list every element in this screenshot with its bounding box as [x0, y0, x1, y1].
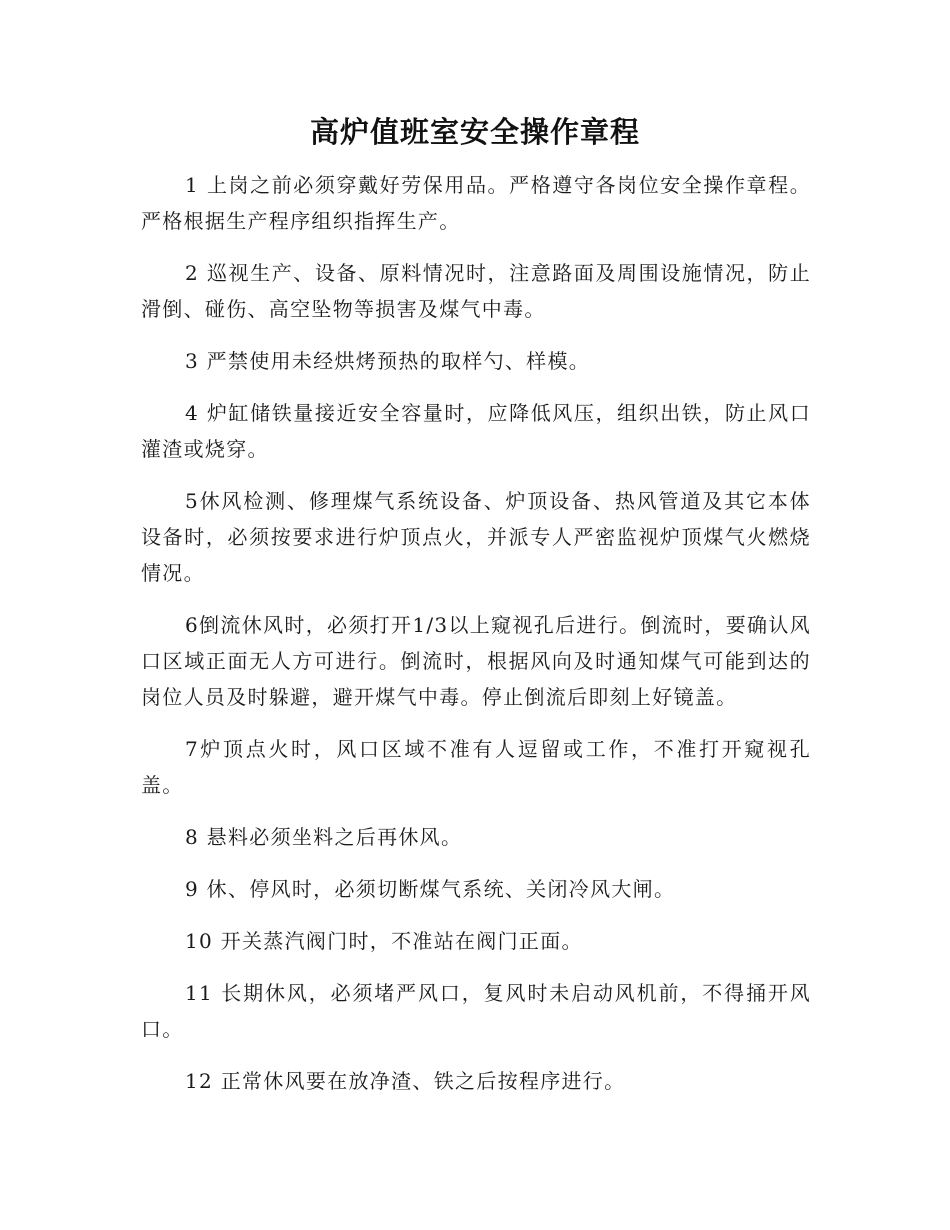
paragraph-9: 9 休、停风时，必须切断煤气系统、关闭冷风大闸。	[185, 877, 676, 901]
paragraph-3: 3 严禁使用未经烘烤预热的取样勺、样模。	[185, 349, 591, 373]
paragraph-8: 8 悬料必须坐料之后再休风。	[185, 825, 463, 849]
paragraph-10: 10 开关蒸汽阀门时，不准站在阀门正面。	[185, 929, 583, 953]
paragraph-1: 1 上岗之前必须穿戴好劳保用品。严格遵守各岗位安全操作章程。严格根据生产程序组织指挥生产。	[141, 173, 811, 233]
document-title: 高炉值班室安全操作章程	[309, 115, 640, 149]
paragraph-12: 12 正常休风要在放净渣、铁之后按程序进行。	[185, 1069, 626, 1093]
paragraph-4: 4 炉缸储铁量接近安全容量时，应降低风压，组织出铁，防止风口灌渣或烧穿。	[141, 401, 811, 461]
paragraph-5: 5休风检测、修理煤气系统设备、炉顶设备、热风管道及其它本体设备时，必须按要求进行炉顶点火，并派专人严密监视炉顶煤气火燃烧情况。	[141, 489, 811, 585]
paragraph-11: 11 长期休风，必须堵严风口，复风时未启动风机前，不得捅开风口。	[141, 981, 811, 1041]
paragraph-7: 7炉顶点火时，风口区域不准有人逗留或工作，不准打开窥视孔盖。	[141, 737, 811, 797]
paragraph-2: 2 巡视生产、设备、原料情况时，注意路面及周围设施情况，防止滑倒、碰伤、高空坠物等损害及煤气中毒。	[141, 261, 811, 321]
document-body	[141, 167, 811, 1115]
paragraph-6: 6倒流休风时，必须打开1/3以上窥视孔后进行。倒流时，要确认风口区域正面无人方可进行。倒流时，根据风向及时通知煤气可能到达的岗位人员及时躲避，避开煤气中毒。停止倒流后即刻上好镜盖。	[141, 613, 811, 709]
